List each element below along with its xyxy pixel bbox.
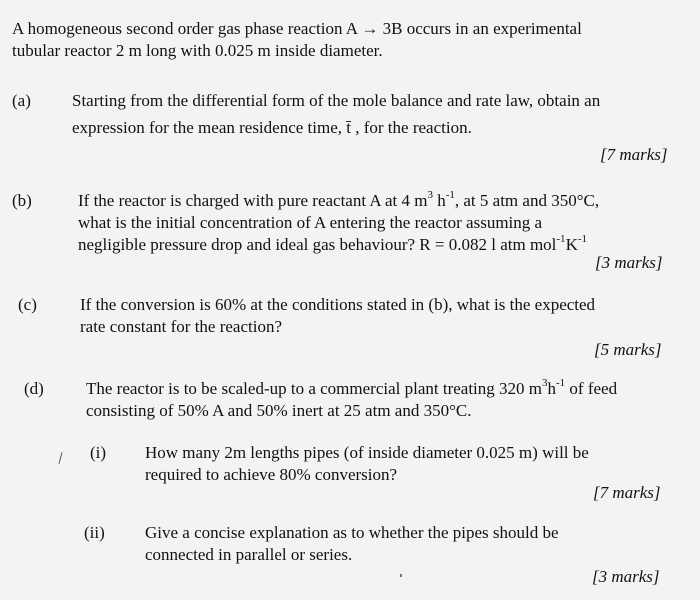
part-b-line-1 [78,190,599,212]
part-d-line-1-a: The reactor is to be scaled-up to a commercial plant treating 320 m [86,379,542,398]
part-d-i-text [145,442,589,486]
pen-mark [58,452,62,464]
part-d-sup-1: 3 [542,377,548,390]
part-a-label: (a) [12,91,31,110]
part-d-line-2: consisting of 50% A and 50% inert at 25 atm and 350°C. [86,401,472,420]
part-c-label: (c) [18,295,37,314]
part-b-line-1-b: h [432,191,446,210]
part-b-line-1-c: , at 5 atm and 350°C, [454,191,600,210]
part-d-ii-line-2: connected in parallel or series. [145,545,353,564]
part-b-sup-1: 3 [427,189,433,202]
question-intro [12,18,682,62]
stray-mark [400,574,402,577]
part-a-marks: [7 marks] [600,145,668,164]
part-c-line-2: rate constant for the reaction? [80,317,283,336]
part-d-i-line-2: required to achieve 80% conversion? [145,465,398,484]
part-a-text [72,90,600,139]
intro-line-1: A homogeneous second order gas phase reaction A → 3B occurs in an experimental [12,19,582,38]
part-d-sup-2: -1 [556,377,566,390]
part-d-ii-line-1: Give a concise explanation as to whether the pipes should be [145,523,559,542]
part-a-line-1: Starting from the differential form of the mole balance and rate law, obtain an [72,91,601,110]
part-b-sup-2: -1 [445,189,455,202]
part-d-line-1-b: h [547,379,556,398]
part-d-text [86,378,617,422]
part-a [12,90,682,170]
part-d-line-1 [86,378,617,400]
part-b [12,190,682,260]
part-d-line-1-c: of feed [565,379,618,398]
intro-line-2: tubular reactor 2 m long with 0.025 m inside diameter. [12,41,383,60]
part-c-text [80,294,595,338]
part-c [18,294,682,344]
part-d-ii-label: (ii) [84,523,105,542]
part-d-i-marks: [7 marks] [593,483,661,502]
part-b-line-1-a: If the reactor is charged with pure reactant A at 4 m [78,191,428,210]
part-d-label: (d) [24,379,44,398]
part-b-line-3-b: K [565,235,578,254]
part-d-i-line-1: How many 2m lengths pipes (of inside diameter 0.025 m) will be [145,443,589,462]
part-d-ii-marks: [3 marks] [592,567,660,586]
part-d-ii-text [145,522,559,566]
part-d-ii [84,522,682,572]
part-b-line-3 [78,234,599,256]
part-b-text [78,190,599,256]
part-b-label: (b) [12,191,32,210]
part-d-i-label: (i) [90,443,107,462]
part-b-sup-4: -1 [577,233,588,246]
part-b-line-3-a: negligible pressure drop and ideal gas behaviour? R = 0.082 l atm mol [78,235,557,254]
part-c-marks: [5 marks] [594,340,662,359]
part-a-line-2: expression for the mean residence time, t̄ , for the reaction. [72,118,472,137]
part-c-line-1: If the conversion is 60% at the conditions stated in (b), what is the expected [80,295,596,314]
part-d [24,378,682,428]
part-b-marks: [3 marks] [595,253,663,272]
part-b-sup-3: -1 [556,233,566,246]
part-b-line-2: what is the initial concentration of A entering the reactor assuming a [78,213,543,232]
